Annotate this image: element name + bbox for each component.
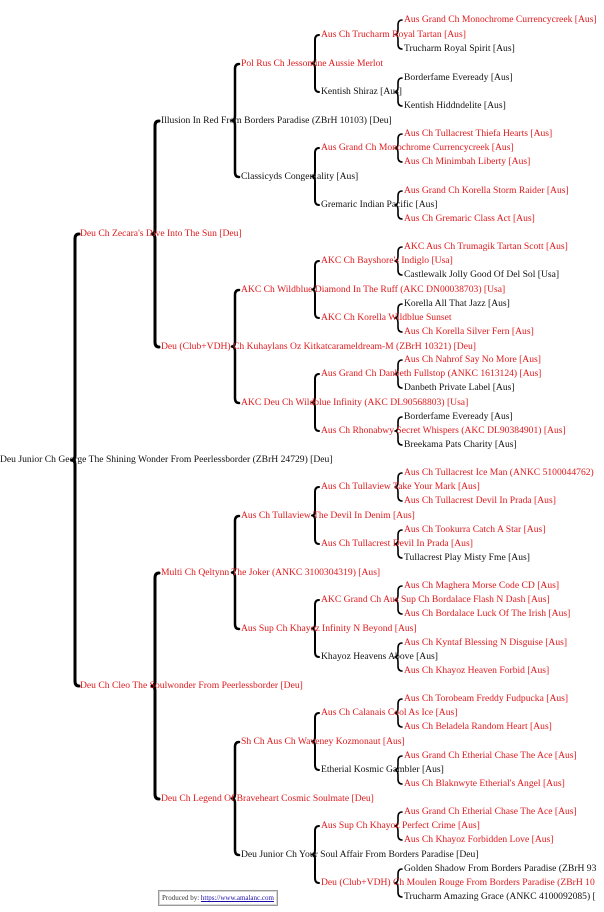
g5-18-name: Aus Ch Tullacrest Devil In Prada [Aus] — [404, 495, 556, 506]
sire-sire-name: Illusion In Red From Borders Paradise (ZBrH 10103) [Deu] — [161, 115, 392, 126]
g5-16-name: Breekama Pats Charity [Aus] — [404, 439, 517, 450]
g5-26-name: Aus Ch Beladela Random Heart [Aus] — [404, 721, 552, 732]
g5-24-name: Aus Ch Khayoz Heaven Forbid [Aus] — [404, 665, 550, 676]
sire-sire-dam-name: Classicyds Congeniality [Aus] — [241, 171, 359, 182]
g5-12-name: Aus Ch Korella Silver Fern [Aus] — [404, 326, 534, 337]
sire-dam-sire-name: AKC Ch Wildblue Diamond In The Ruff (AKC DN00038703) [Usa] — [241, 284, 506, 295]
sire-dam-name: Deu (Club+VDH) Ch Kuhaylans Oz Kitkatcarameldream-M (ZBrH 10321) [Deu] — [161, 341, 476, 352]
g5-5-name: Aus Ch Tullacrest Thiefa Hearts [Aus] — [404, 128, 553, 139]
g4-15-name: Aus Sup Ch Khayoz Perfect Crime [Aus] — [321, 820, 480, 831]
produced-by-footer — [158, 890, 278, 906]
subject-name: Deu Junior Ch George The Shining Wonder From Peerlessborder (ZBrH 24729) [Deu] — [0, 454, 333, 465]
g5-4-name: Kentish Hiddndelite [Aus] — [404, 100, 506, 111]
sire-name: Deu Ch Zecara's Dive Into The Sun [Deu] — [80, 228, 242, 239]
dam-sire-name: Multi Ch Qeltynn The Joker (ANKC 3100304319) [Aus] — [161, 567, 381, 578]
dam-name: Deu Ch Cleo The Soulwonder From Peerlessborder [Deu] — [80, 680, 303, 691]
sire-sire-sire-name: Pol Rus Ch Jessomine Aussie Merlot — [241, 58, 384, 69]
dam-dam-sire-name: Sh Ch Aus Ch Waveney Kozmonaut [Aus] — [241, 736, 405, 747]
footer-prefix: Produced by: — [162, 894, 200, 902]
footer-link[interactable]: https://www.amalanc.com — [200, 894, 274, 902]
g5-25-name: Aus Ch Torobeam Freddy Fudpucka [Aus] — [404, 693, 569, 704]
g5-19-name: Aus Ch Tookurra Catch A Star [Aus] — [404, 524, 546, 535]
g5-6-name: Aus Ch Minimbah Liberty [Aus] — [404, 156, 531, 167]
g4-10-name: Aus Ch Tullacrest Devil In Prada [Aus] — [321, 538, 473, 549]
g5-13-name: Aus Ch Nahrof Say No More [Aus] — [404, 354, 541, 365]
g5-22-name: Aus Ch Bordalace Luck Of The Irish [Aus] — [404, 608, 571, 619]
g4-7-name: Aus Grand Ch Danbeth Fullstop (ANKC 1613124) [Aus] — [321, 368, 542, 379]
g5-3-name: Borderfame Eveready [Aus] — [404, 72, 513, 83]
g4-4-name: Gremaric Indian Pacific [Aus] — [321, 199, 438, 210]
dam-sire-sire-name: Aus Ch Tullaview The Devil In Denim [Aus] — [241, 510, 415, 521]
g5-2-name: Trucharm Royal Spirit [Aus] — [404, 43, 515, 54]
g4-6-name: AKC Ch Korella Wildblue Sunset — [321, 312, 452, 323]
g5-8-name: Aus Ch Gremaric Class Act [Aus] — [404, 213, 535, 224]
g5-1-name: Aus Grand Ch Monochrome Currencycreek [Aus] — [404, 14, 597, 25]
g5-28-name: Aus Ch Blaknwyte Etherial's Angel [Aus] — [404, 778, 565, 789]
dam-sire-dam-name: Aus Sup Ch Khayoz Infinity N Beyond [Aus] — [241, 623, 417, 634]
g5-20-name: Tullacrest Play Misty Fme [Aus] — [404, 552, 530, 563]
g4-9-name: Aus Ch Tullaview Take Your Mark [Aus] — [321, 481, 480, 492]
g5-29-name: Aus Grand Ch Etherial Chase The Ace [Aus] — [404, 806, 577, 817]
g4-3-name: Aus Grand Ch Monochrome Currencycreek [Aus] — [321, 142, 514, 153]
g5-23-name: Aus Ch Kyntaf Blessing N Disguise [Aus] — [404, 637, 568, 648]
g5-27-name: Aus Grand Ch Etherial Chase The Ace [Aus] — [404, 750, 577, 761]
g4-11-name: AKC Grand Ch Aus Sup Ch Bordalace Flash N Dash [Aus] — [321, 594, 550, 605]
g5-7-name: Aus Grand Ch Korella Storm Raider [Aus] — [404, 185, 569, 196]
g5-30-name: Aus Ch Khayoz Forbidden Love [Aus] — [404, 834, 554, 845]
g4-14-name: Etherial Kosmic Gambler [Aus] — [321, 764, 444, 775]
g5-21-name: Aus Ch Maghera Morse Code CD [Aus] — [404, 580, 560, 591]
g4-16-name: Deu (Club+VDH) Ch Moulen Rouge From Borders Paradise (ZBrH 10 — [321, 877, 595, 888]
g4-8-name: Aus Ch Rhonabwy Secret Whispers (AKC DL90384901) [Aus] — [321, 425, 566, 436]
g4-1-name: Aus Ch Trucharm Royal Tartan [Aus] — [321, 29, 466, 40]
g5-31-name: Golden Shadow From Borders Paradise (ZBrH 93 — [404, 863, 597, 874]
g5-15-name: Borderfame Eveready [Aus] — [404, 411, 513, 422]
g5-10-name: Castlewalk Jolly Good Of Del Sol [Usa] — [404, 269, 560, 280]
g4-2-name: Kentish Shiraz [Aus] — [321, 86, 402, 97]
dam-dam-dam-name: Deu Junior Ch Your Soul Affair From Borders Paradise [Deu] — [241, 849, 479, 860]
g5-9-name: AKC Aus Ch Trumagik Tartan Scott [Aus] — [404, 241, 568, 252]
g5-14-name: Danbeth Private Label [Aus] — [404, 382, 515, 393]
g4-13-name: Aus Ch Calanais Cool As Ice [Aus] — [321, 707, 458, 718]
g5-11-name: Korella All That Jazz [Aus] — [404, 298, 510, 309]
g4-12-name: Khayoz Heavens Above [Aus] — [321, 651, 438, 662]
dam-dam-name: Deu Ch Legend Of Braveheart Cosmic Soulmate [Deu] — [161, 793, 374, 804]
g4-5-name: AKC Ch Bayshore's Indiglo [Usa] — [321, 255, 453, 266]
g5-32-name: Trucharm Amazing Grace (ANKC 4100092085) [ — [404, 891, 596, 902]
sire-dam-dam-name: AKC Deu Ch Wildblue Infinity (AKC DL90568803) [Usa] — [241, 397, 469, 408]
g5-17-name: Aus Ch Tullacrest Ice Man (ANKC 5100044762) — [404, 467, 594, 478]
